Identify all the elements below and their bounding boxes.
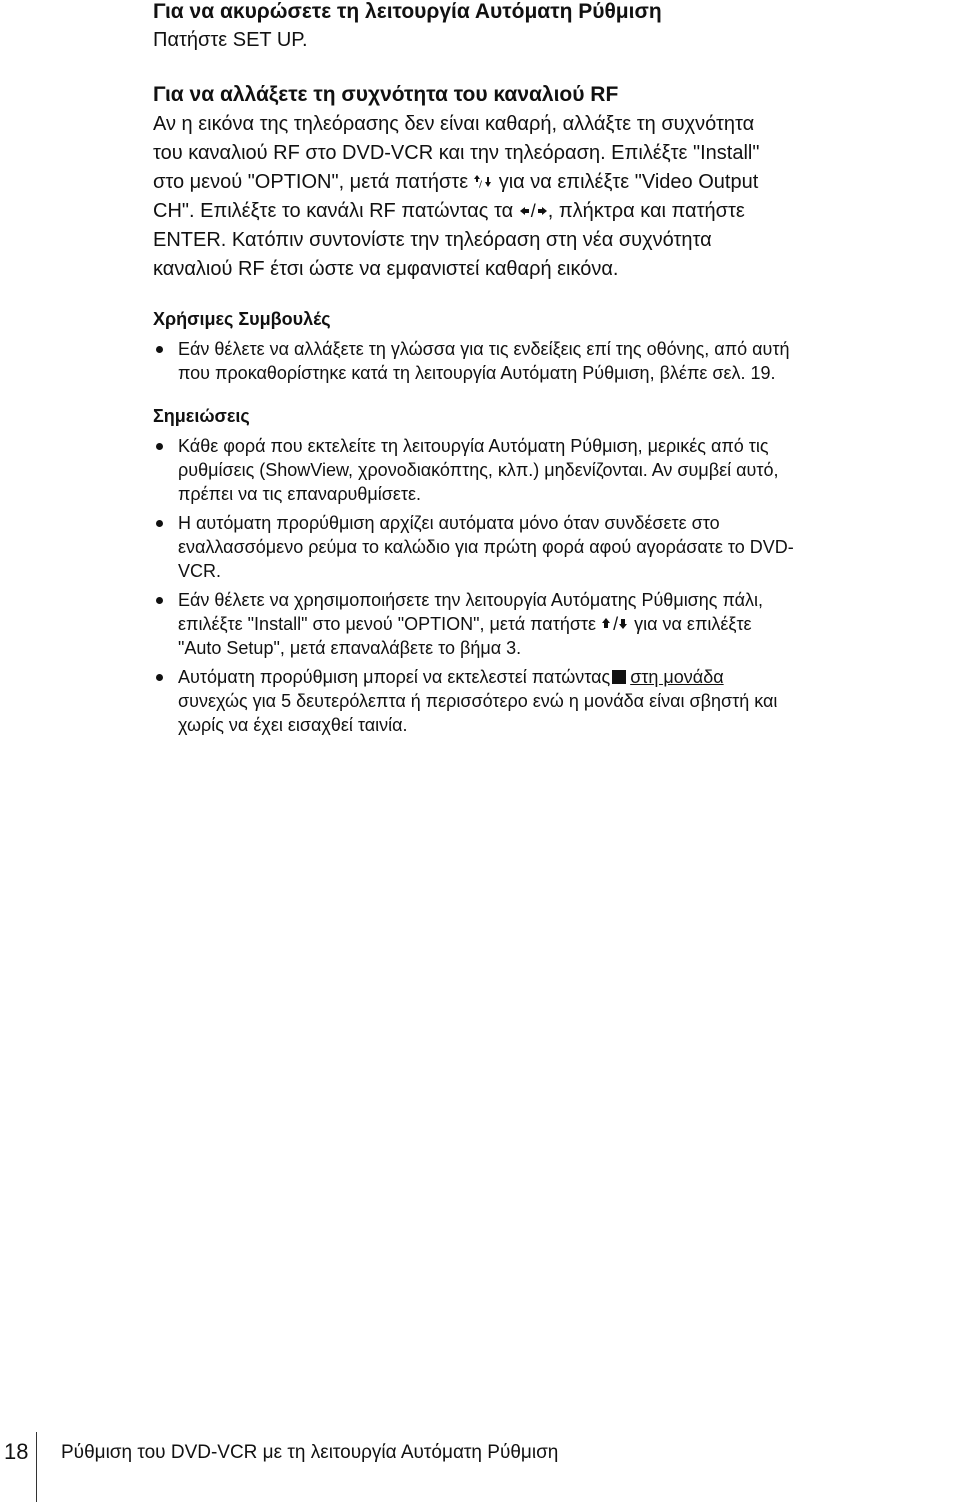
section-cancel-heading: Για να ακυρώσετε τη λειτουργία Αυτόματη Ρύθμιση [153, 0, 662, 23]
arrow-left-icon [519, 204, 531, 218]
stop-square-icon [612, 670, 626, 684]
notes-section [153, 404, 953, 742]
list-item: Η αυτόματη προρύθμιση αρχίζει αυτόματα μόνο όταν συνδέσετε στο εναλλασσόμενο ρεύμα το καλώδιο για πρώτη φορά αφού αγοράσατε το DVD- VCR. [153, 511, 953, 583]
tips-list [153, 337, 953, 385]
bullet-icon [156, 520, 163, 527]
svg-text:/: / [478, 180, 482, 189]
list-item: Κάθε φορά που εκτελείτε τη λειτουργία Αυτόματη Ρύθμιση, μερικές από τις ρυθμίσεις (ShowView, χρονοδιακόπτης, κλπ.) μηδενίζονται. Αν συμβεί αυτό, πρέπει να τις επαναρυθμίσετε. [153, 434, 953, 506]
tips-section [153, 307, 953, 390]
section-rf [153, 81, 953, 284]
section-rf-line: CH". Επιλέξτε το κανάλι RF πατώντας τα / , πλήκτρα και πατήστε [153, 200, 745, 222]
section-cancel-text: Πατήστε SET UP. [153, 29, 308, 51]
bullet-icon [156, 443, 163, 450]
notes-heading: Σημειώσεις [153, 406, 250, 426]
bullet-icon [156, 346, 163, 353]
bullet-icon [156, 674, 163, 681]
footer-title: Ρύθμιση του DVD-VCR με τη λειτουργία Αυτόματη Ρύθμιση [61, 1442, 559, 1463]
section-rf-line: στο μενού "OPTION", μετά πατήστε / για να επιλέξτε "Video Output [153, 171, 759, 193]
arrow-up-icon [601, 617, 613, 631]
list-item: Αυτόματη προρύθμιση μπορεί να εκτελεστεί πατώντας στη μονάδα συνεχώς για 5 δευτερόλεπτα ή περισσότερο ενώ η μονάδα είναι σβηστή και χωρίς να έχει εισαχθεί ταινία. [153, 665, 953, 737]
arrow-down-icon [483, 175, 495, 189]
list-item: Εάν θέλετε να αλλάξετε τη γλώσσα για τις ενδείξεις επί της οθόνης, από αυτή που προκαθορίστηκε κατά τη λειτουργία Αυτόματη Ρύθμιση, βλέπε σελ. 19. [153, 337, 953, 385]
section-rf-line: του καναλιού RF στο DVD-VCR και την τηλεόραση. Επιλέξτε "Install" [153, 142, 760, 164]
section-rf-line: ENTER. Κατόπιν συντονίστε την τηλεόραση στη νέα συχνότητα [153, 229, 712, 251]
footer-divider [36, 1432, 37, 1502]
section-cancel [153, 0, 953, 55]
notes-list [153, 434, 953, 737]
section-rf-line: Αν η εικόνα της τηλεόρασης δεν είναι καθαρή, αλλάξτε τη συχνότητα [153, 113, 755, 135]
section-rf-heading: Για να αλλάξετε τη συχνότητα του καναλιού RF [153, 83, 619, 106]
tips-heading: Χρήσιμες Συμβουλές [153, 309, 331, 329]
page-number: 18 [4, 1439, 29, 1464]
arrow-right-icon [536, 204, 548, 218]
arrow-down-icon [618, 617, 630, 631]
bullet-icon [156, 597, 163, 604]
section-rf-line: καναλιού RF έτσι ώστε να εμφανιστεί καθαρή εικόνα. [153, 258, 619, 280]
list-item: Εάν θέλετε να χρησιμοποιήσετε την λειτουργία Αυτόματης Ρύθμισης πάλι, επιλέξτε "Install" στο μενού "OPTION", μετά πατήστε / για να επιλέξτε "Auto Setup", μετά επαναλάβετε το βήμα 3. [153, 588, 953, 660]
